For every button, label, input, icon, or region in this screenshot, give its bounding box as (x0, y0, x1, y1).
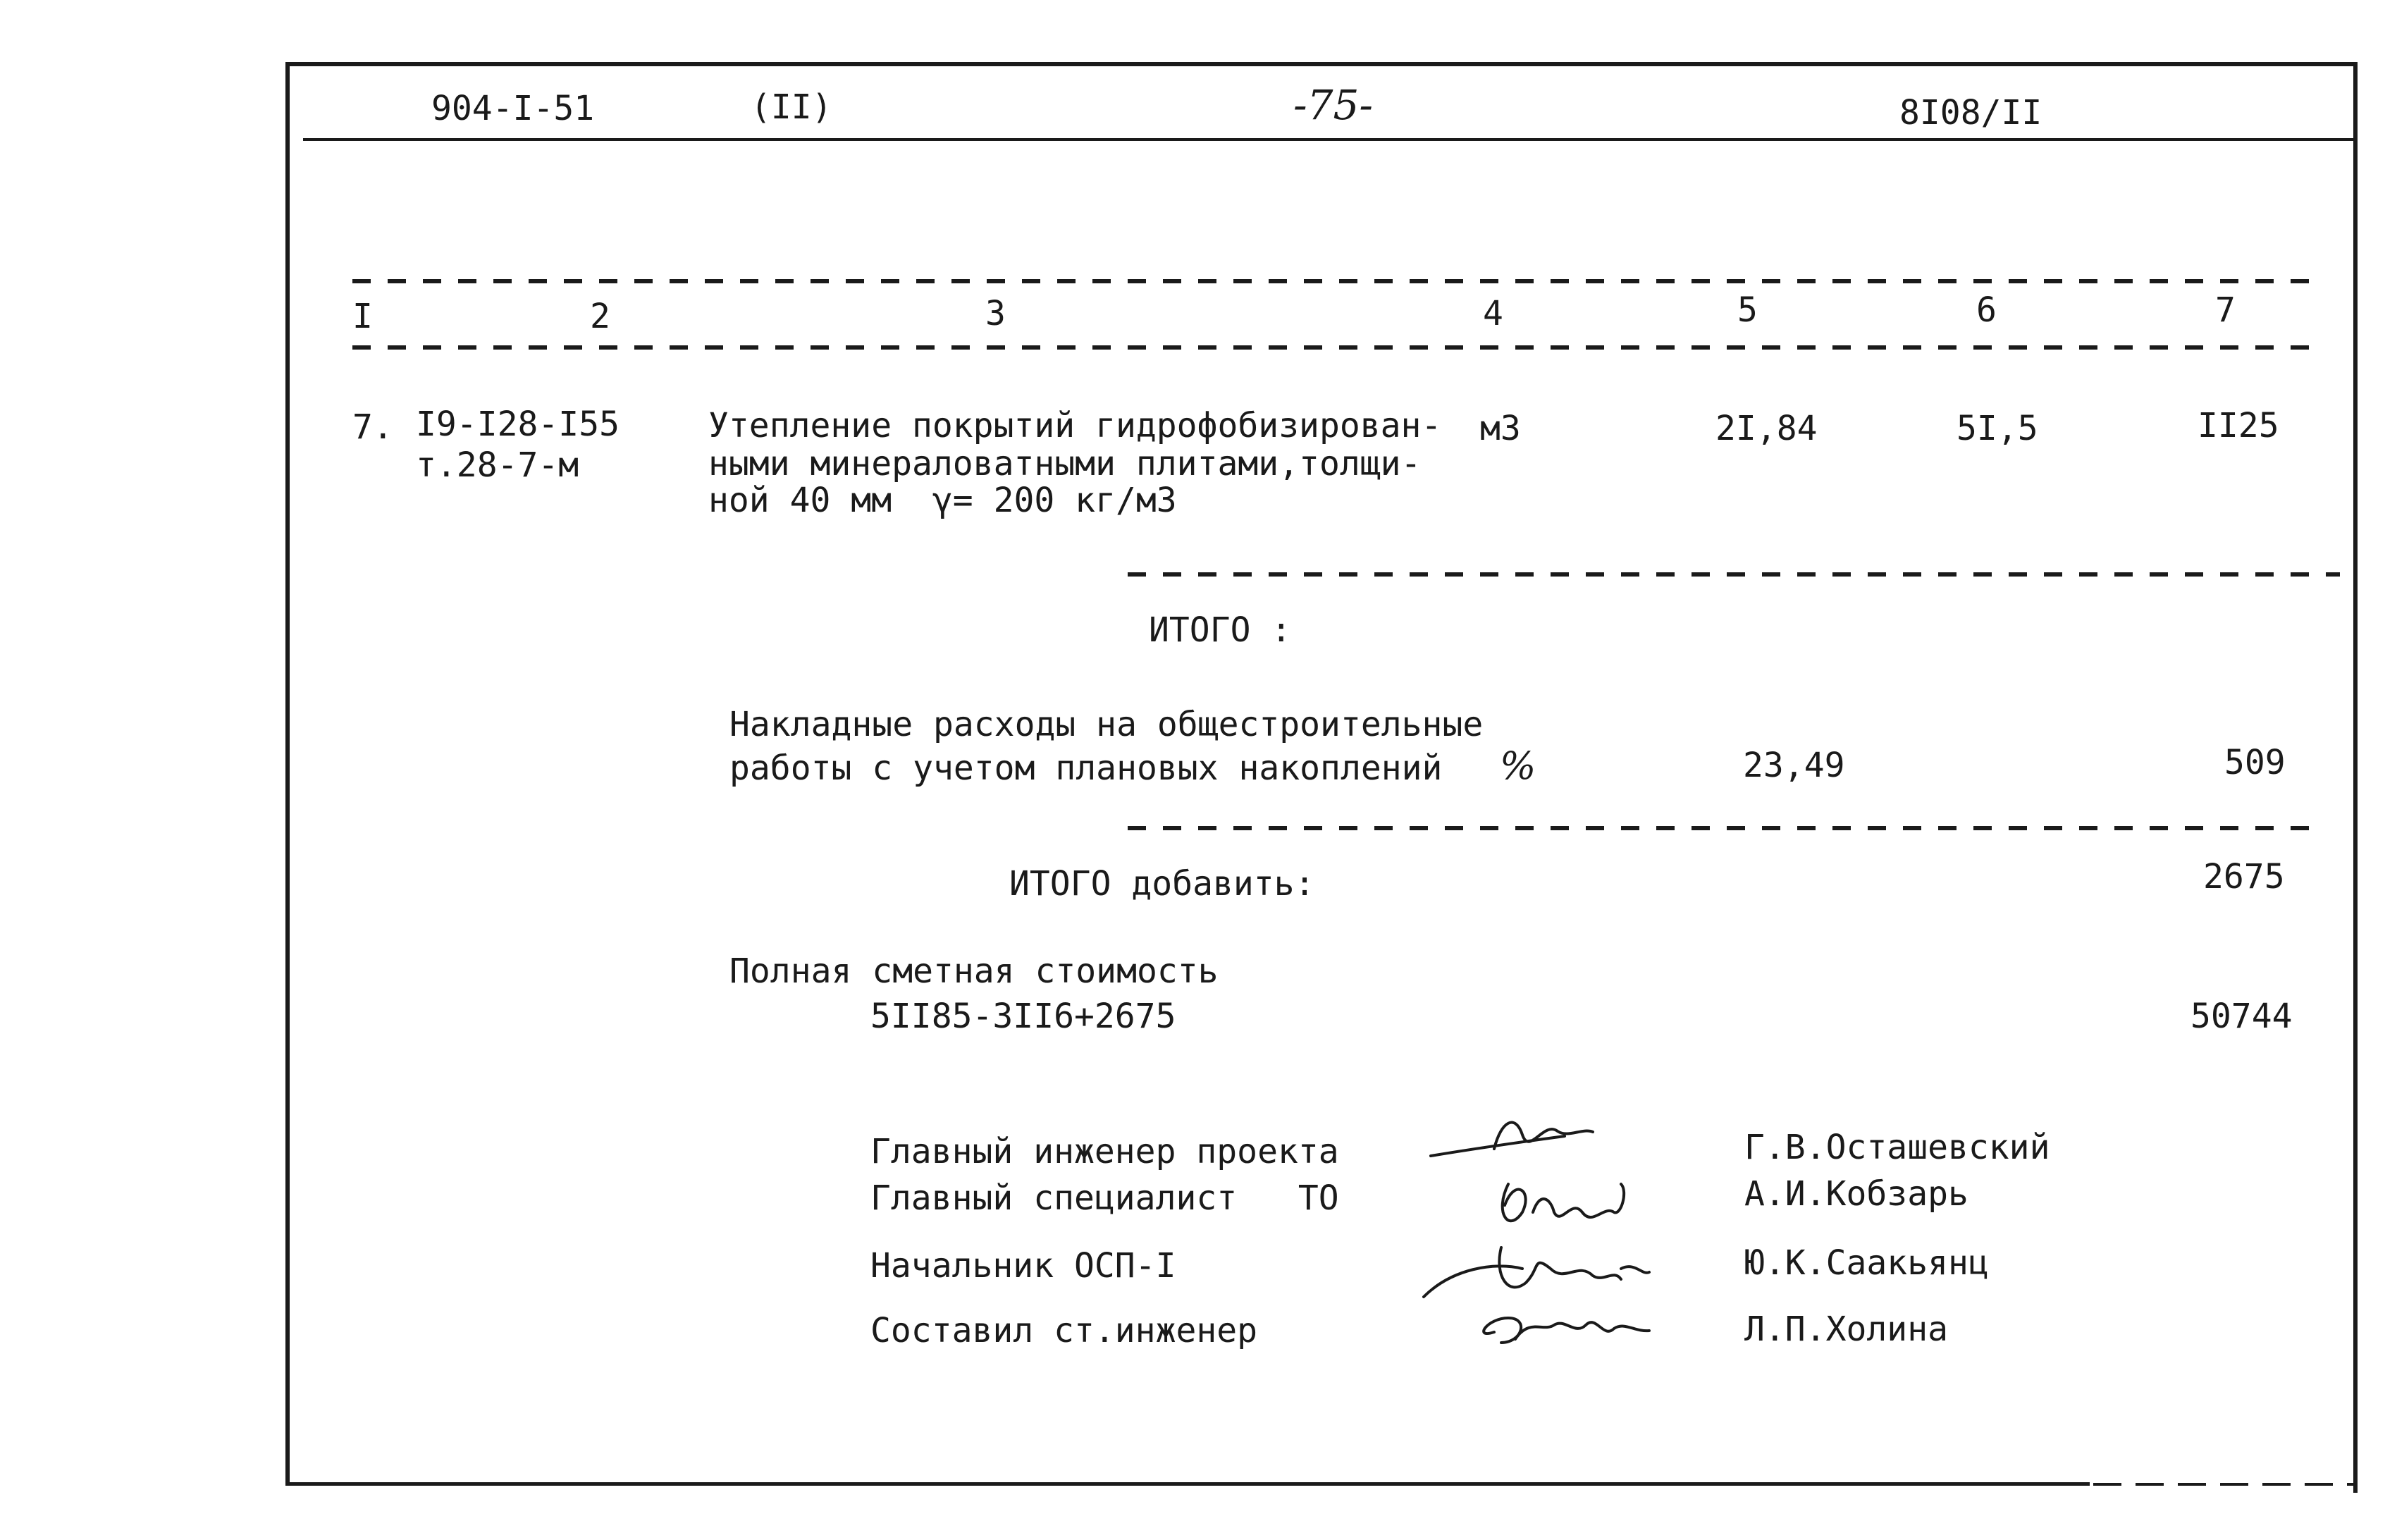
signatory-name-1: Г.В.Осташевский (1744, 1128, 2050, 1167)
signatory-name-4: Л.П.Холина (1744, 1310, 1948, 1349)
signatory-role-4: Составил ст.инженер (870, 1311, 1258, 1350)
overhead-text-line-1: Накладные расходы на общестроительные (729, 705, 1484, 744)
row-unit: м3 (1480, 409, 1521, 448)
row-description-line-3: ной 40 мм γ= 200 кг/м3 (708, 481, 1177, 520)
row-quantity: 2I,84 (1715, 409, 1818, 448)
row-description-line-2: ными минераловатными плитами,толщи- (708, 444, 1422, 483)
full-cost-formula: 5II85-3II6+2675 (870, 997, 1176, 1036)
full-cost-total: 50744 (2190, 997, 2293, 1036)
doc-code: 904-I-51 (431, 89, 595, 128)
table-header-top-rule (352, 279, 2326, 283)
signatory-role-1: Главный инженер проекта (870, 1132, 1339, 1171)
frame-top-border (285, 62, 2358, 66)
column-header-2: 2 (590, 297, 610, 336)
column-header-5: 5 (1737, 290, 1758, 330)
column-header-1: I (352, 297, 373, 336)
frame-left-border (285, 62, 290, 1486)
column-header-7: 7 (2215, 290, 2236, 330)
row-description-line-1: Утепление покрытий гидрофобизирован- (708, 406, 1442, 445)
frame-bottom-border (285, 1482, 2090, 1486)
overhead-rule (1128, 826, 2326, 830)
row-index: 7. (352, 407, 393, 447)
itogo-label: ИТОГО : (1149, 610, 1292, 650)
overhead-rate: 23,49 (1743, 746, 1845, 785)
overhead-text-line-2: работы с учетом плановых накоплений (729, 749, 1443, 788)
itogo-add-total: 2675 (2203, 857, 2285, 897)
full-cost-label: Полная сметная стоимость (729, 951, 1219, 991)
row-unit-price: 5I,5 (1957, 409, 2038, 448)
section-label: (II) (751, 87, 832, 127)
frame-right-border (2353, 62, 2358, 1493)
table-header-bottom-rule (352, 345, 2326, 350)
overhead-unit: % (1500, 744, 1536, 788)
row-code-line-2: т.28-7-м (416, 445, 579, 485)
signatory-role-3: Начальник ОСП-I (870, 1246, 1176, 1286)
ref-code: 8I08/II (1899, 93, 2042, 133)
overhead-total: 509 (2224, 743, 2286, 782)
handwritten-signatures (1410, 1107, 1748, 1367)
signatory-name-3: Ю.К.Саакьянц (1744, 1243, 1989, 1283)
frame-bottom-dashed (2093, 1483, 2354, 1486)
row-total: II25 (2198, 406, 2279, 445)
column-header-3: 3 (985, 294, 1006, 333)
page-number: -75- (1293, 81, 1373, 129)
column-header-4: 4 (1483, 294, 1503, 333)
header-divider (303, 138, 2354, 141)
subtotal-rule (1128, 572, 2340, 577)
row-code-line-1: I9-I28-I55 (416, 405, 620, 444)
signatory-role-2: Главный специалист ТО (870, 1178, 1339, 1218)
signatory-name-2: А.И.Кобзарь (1744, 1174, 1968, 1214)
column-header-6: 6 (1976, 290, 1997, 330)
itogo-add-label: ИТОГО добавить: (1009, 864, 1315, 904)
